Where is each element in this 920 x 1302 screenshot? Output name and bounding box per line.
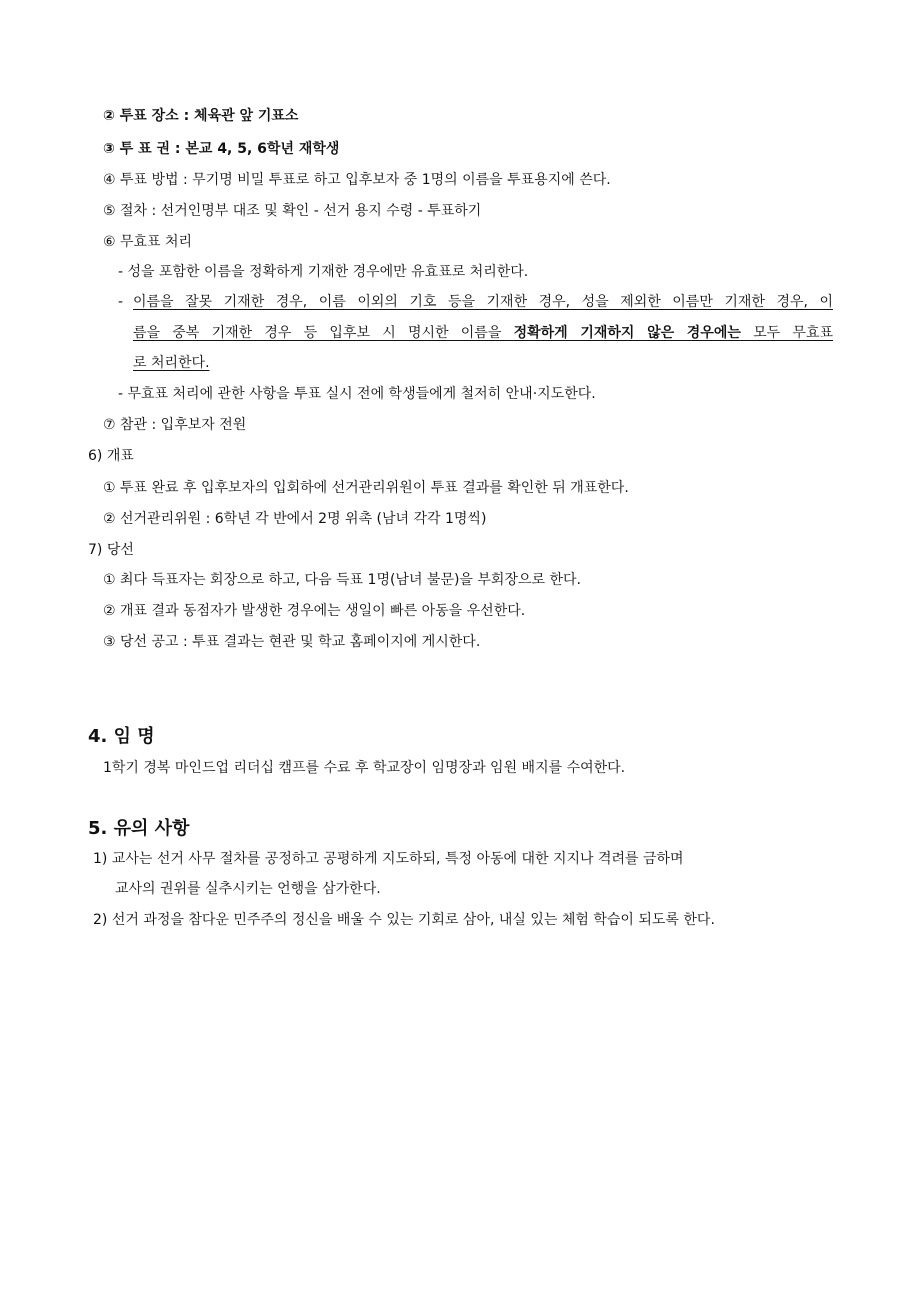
invalid-rule-1: - 성을 포함한 이름을 정확하게 기재한 경우에만 유효표로 처리한다. [118, 264, 529, 280]
voting-method: ④ 투표 방법 : 무기명 비밀 투표로 하고 입후보자 중 1명의 이름을 투표용지에 쓴다. [103, 172, 611, 188]
counting-item-2: ② 선거관리위원 : 6학년 각 반에서 2명 위촉 (남녀 각각 1명씩) [103, 511, 487, 527]
appointment-text: 1학기 경복 마인드업 리더십 캠프를 수료 후 학교장이 임명장과 임원 배지를 수여한다. [103, 760, 626, 776]
election-item-2: ② 개표 결과 동점자가 발생한 경우에는 생일이 빠른 아동을 우선한다. [103, 603, 526, 619]
voting-procedure: ⑤ 절차 : 선거인명부 대조 및 확인 - 선거 용지 수령 - 투표하기 [103, 203, 482, 219]
invalid-rule-2-text-a: 름을 중복 기재한 경우 등 입후보 시 명시한 이름을 [133, 325, 514, 341]
invalid-rule-2-line3: 로 처리한다. [133, 355, 210, 371]
voting-place: ② 투표 장소 : 체육관 앞 기표소 [103, 108, 299, 124]
notes-heading: 5. 유의 사항 [88, 818, 190, 839]
notes-item-1-line1: 1) 교사는 선거 사무 절차를 공정하고 공평하게 지도하되, 특정 아동에 대한 지지나 격려를 금하며 [93, 851, 684, 867]
election-item-1: ① 최다 득표자는 회장으로 하고, 다음 득표 1명(남녀 불문)을 부회장으로 한다. [103, 572, 581, 588]
invalid-rule-2-emphasis: 정확하게 기재하지 않은 경우에는 [513, 325, 741, 341]
invalid-rule-2-line2 [133, 318, 833, 348]
voting-observers: ⑦ 참관 : 입후보자 전원 [103, 417, 247, 433]
election-item-3: ③ 당선 공고 : 투표 결과는 현관 및 학교 홈페이지에 게시한다. [103, 634, 481, 650]
election-title: 7) 당선 [88, 542, 134, 558]
notes-item-2: 2) 선거 과정을 참다운 민주주의 정신을 배울 수 있는 기회로 삼아, 내실 있는 체험 학습이 되도록 한다. [93, 912, 715, 928]
counting-title: 6) 개표 [88, 448, 134, 464]
notes-item-1-line2: 교사의 권위를 실추시키는 언행을 삼가한다. [115, 881, 381, 897]
appointment-heading: 4. 임 명 [88, 726, 155, 747]
voting-eligibility: ③ 투 표 권 : 본교 4, 5, 6학년 재학생 [103, 141, 340, 157]
invalid-rule-2-line1: 이름을 잘못 기재한 경우, 이름 이외의 기호 등을 기재한 경우, 성을 제외한 이름만 기재한 경우, 이 [133, 294, 833, 310]
invalid-rule-3: - 무효표 처리에 관한 사항을 투표 실시 전에 학생들에게 철저히 안내·지도한다. [118, 386, 596, 402]
counting-item-1: ① 투표 완료 후 입후보자의 입회하에 선거관리위원이 투표 결과를 확인한 뒤 개표한다. [103, 480, 629, 496]
invalid-rule-2-text-b: 모두 무효표 [740, 325, 833, 341]
invalid-vote-title: ⑥ 무효표 처리 [103, 234, 193, 250]
invalid-rule-2-dash: - [118, 294, 124, 310]
